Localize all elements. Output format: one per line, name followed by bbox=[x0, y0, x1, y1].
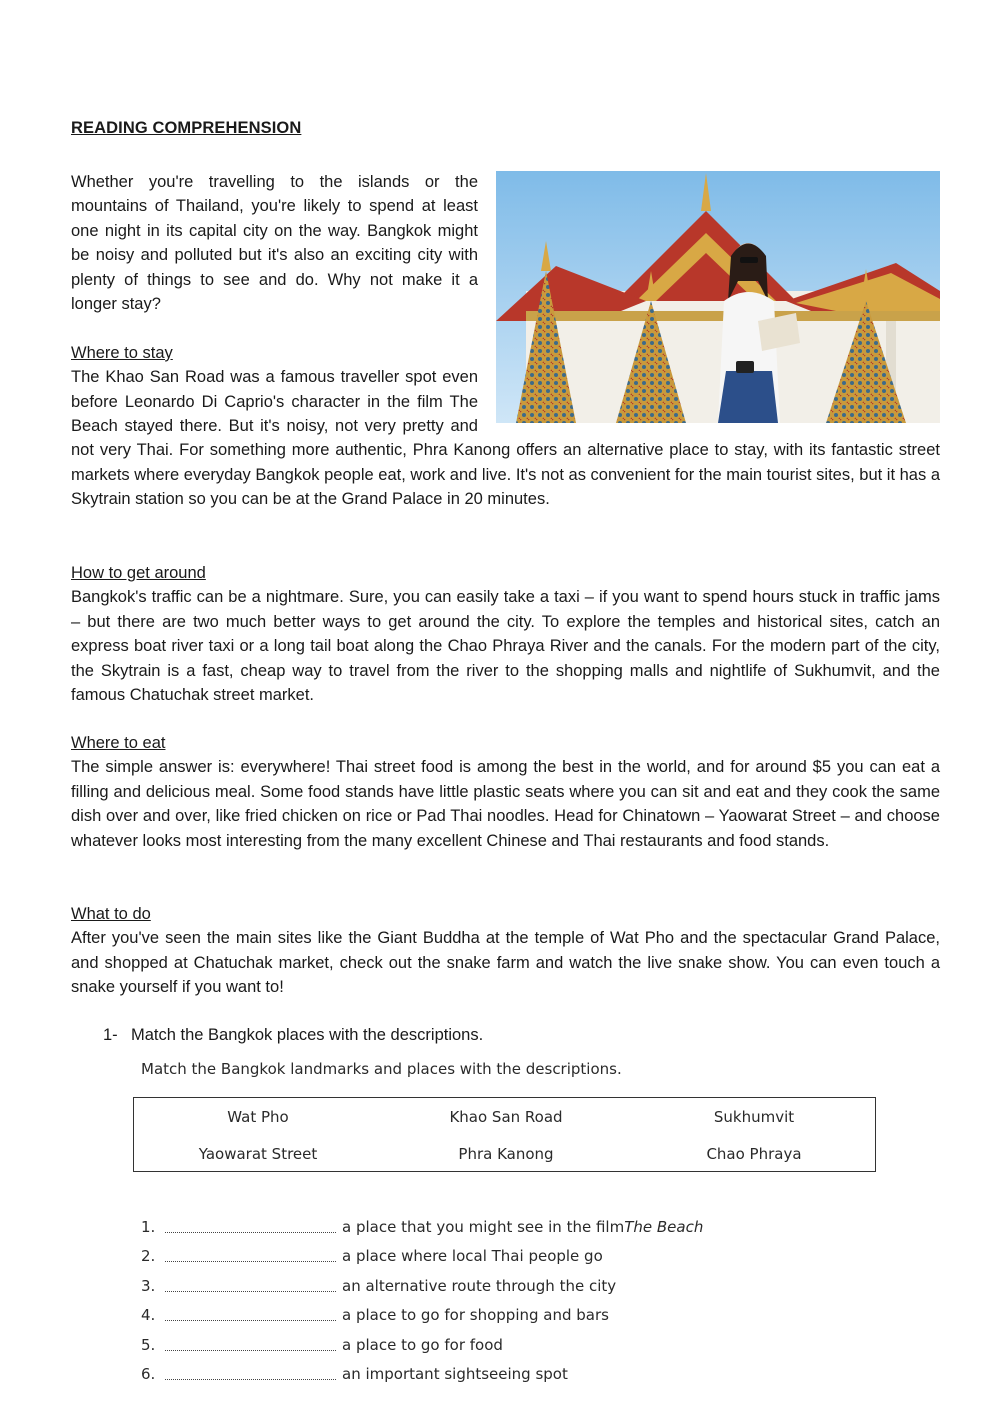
item-number: 2. bbox=[141, 1247, 156, 1266]
exercise-question bbox=[103, 1026, 483, 1045]
word-khao-san-road: Khao San Road bbox=[449, 1108, 563, 1126]
heading-where-to-stay: Where to stay bbox=[71, 343, 173, 362]
word-sukhumvit: Sukhumvit bbox=[713, 1108, 795, 1126]
temple-illustration bbox=[496, 171, 940, 423]
heading-how-to-get-around: How to get around bbox=[71, 564, 206, 582]
section-activities bbox=[71, 902, 940, 1000]
question-number: 1- bbox=[103, 1026, 118, 1044]
matching-items bbox=[141, 1212, 703, 1389]
body-where-to-stay: The Khao San Road was a famous traveller spot even before Leonardo Di Caprio's character in the film The Beach stayed there. But it's noisy, not very pretty and not very Thai. For something more authentic, Phra Kanong offers an alternative place to stay, with its fantastic street markets where everyday Bangkok people eat, work and live. It's not as convenient for the main tourist sites, but it has a Skytrain station so you can be at the Grand Palace in 20 minutes. bbox=[71, 368, 940, 509]
item-description: an important sightseeing spot bbox=[342, 1365, 568, 1384]
answer-blank[interactable] bbox=[165, 1378, 336, 1380]
item-description: a place that you might see in the film bbox=[342, 1217, 625, 1236]
word-wat-pho: Wat Pho bbox=[227, 1108, 289, 1126]
matching-item bbox=[141, 1330, 703, 1360]
reading-text bbox=[71, 170, 940, 512]
intro-paragraph: Whether you're travelling to the islands or the mountains of Thailand, you're likely to spend at least one night in its capital city on the way. Bangkok might be noisy and polluted but it's also an exciting city with plenty of things to see and do. Why not make it a longer stay? bbox=[71, 173, 478, 314]
matching-item bbox=[141, 1360, 703, 1390]
answer-blank[interactable] bbox=[165, 1231, 336, 1233]
matching-item bbox=[141, 1212, 703, 1242]
word-bank bbox=[133, 1097, 876, 1172]
answer-blank[interactable] bbox=[165, 1349, 336, 1351]
matching-item bbox=[141, 1271, 703, 1301]
heading-where-to-eat: Where to eat bbox=[71, 734, 166, 752]
page-title: READING COMPREHENSION bbox=[71, 119, 302, 137]
exercise-instruction: Match the Bangkok landmarks and places with the descriptions. bbox=[141, 1060, 622, 1078]
question-prompt: Match the Bangkok places with the descriptions. bbox=[131, 1026, 484, 1044]
item-film-title: The Beach bbox=[624, 1217, 704, 1236]
word-chao-phraya: Chao Phraya bbox=[706, 1145, 802, 1163]
heading-what-to-do: What to do bbox=[71, 905, 151, 923]
item-description: a place to go for shopping and bars bbox=[342, 1306, 609, 1325]
answer-blank[interactable] bbox=[165, 1319, 336, 1321]
temple-photo bbox=[496, 171, 940, 423]
section-eating bbox=[71, 731, 940, 853]
item-description: a place where local Thai people go bbox=[342, 1247, 603, 1266]
matching-item bbox=[141, 1242, 703, 1272]
body-what-to-do: After you've seen the main sites like the Giant Buddha at the temple of Wat Pho and the spectacular Grand Palace, and shopped at Chatuchak market, check out the snake farm and watch the live snake show. You can even touch a snake yourself if you want to! bbox=[71, 929, 940, 997]
body-how-to-get-around: Bangkok's traffic can be a nightmare. Sure, you can easily take a taxi – if you want to spend hours stuck in traffic jams – but there are two much better ways to get around the city. To explore the temples and historical sites, catch an express boat river taxi or a long tail boat along the Chao Phraya River and the canals. For the modern part of the city, the Skytrain is a fast, cheap way to travel from the river to the shopping malls and nightlife of Sukhumvit, and the famous Chatuchak street market. bbox=[71, 588, 940, 705]
answer-blank[interactable] bbox=[165, 1290, 336, 1292]
item-description: a place to go for food bbox=[342, 1335, 503, 1354]
item-description: an alternative route through the city bbox=[342, 1276, 617, 1295]
item-number: 5. bbox=[141, 1335, 156, 1354]
item-number: 1. bbox=[141, 1217, 156, 1236]
item-number: 3. bbox=[141, 1276, 156, 1295]
section-getting-around bbox=[71, 561, 940, 707]
word-phra-kanong: Phra Kanong bbox=[458, 1145, 554, 1163]
item-number: 6. bbox=[141, 1365, 156, 1384]
answer-blank[interactable] bbox=[165, 1260, 336, 1262]
body-where-to-eat: The simple answer is: everywhere! Thai street food is among the best in the world, and for around $5 you can eat a filling and delicious meal. Some food stands have little plastic seats where you can sit and eat and they cook the same dish over and over, like fried chicken on rice or Pad Thai noodles. Head for Chinatown – Yaowarat Street – and choose whatever looks most interesting from the many excellent Chinese and Thai restaurants and food stands. bbox=[71, 758, 940, 850]
matching-item bbox=[141, 1301, 703, 1331]
word-yaowarat-street: Yaowarat Street bbox=[198, 1145, 318, 1163]
item-number: 4. bbox=[141, 1306, 156, 1325]
